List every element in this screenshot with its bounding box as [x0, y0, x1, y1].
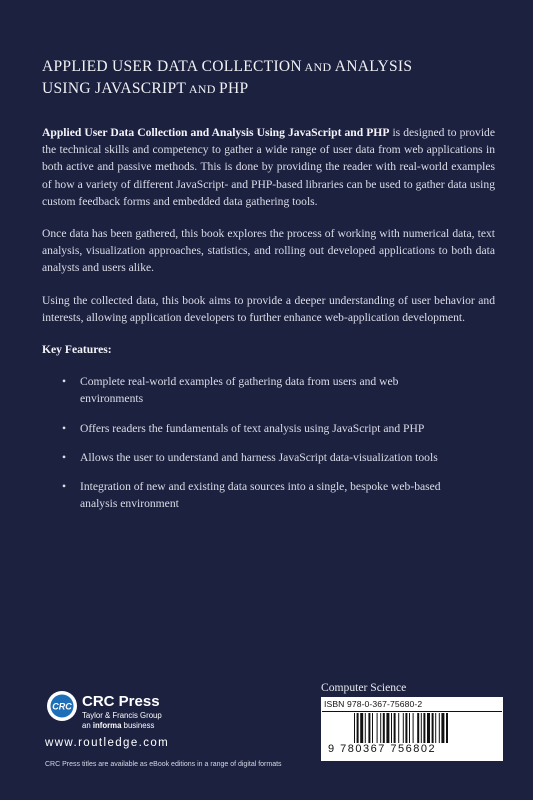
key-feature-item — [42, 449, 495, 466]
barcode-bar — [403, 713, 404, 743]
publisher-name: CRC Press — [82, 693, 160, 710]
barcode-bar — [421, 713, 422, 743]
barcode-bar — [432, 713, 434, 743]
description-paragraph-1 — [42, 124, 495, 210]
bullet-icon: • — [62, 450, 67, 464]
description-paragraph-3: Using the collected data, this book aims to provide a deeper understanding of user behavior and interests, allowing application developers to further enhance web-application development. — [42, 293, 495, 324]
bullet-icon: • — [62, 480, 67, 494]
key-feature-item — [42, 420, 495, 437]
publisher-business — [82, 721, 162, 731]
barcode-bar — [394, 713, 396, 743]
barcode-bar — [427, 713, 430, 743]
bullet-icon: • — [62, 375, 67, 389]
key-feature-item — [42, 373, 495, 407]
description-lead: Applied User Data Collection and Analysis Using JavaScript and PHP — [42, 126, 390, 139]
description-paragraph-2: Once data has been gathered, this book explores the process of working with numerical data, text analysis, visualization approaches, statistics, and rolling out developed applications to both data analysts and users alike. — [42, 227, 495, 275]
title-word: USING JAVASCRIPT — [42, 80, 187, 97]
isbn-label: ISBN 978-0-367-75680-2 — [324, 699, 423, 709]
barcode-bar — [391, 713, 392, 743]
title-word: ANALYSIS — [334, 58, 413, 75]
barcode-bar — [417, 713, 419, 743]
key-feature-text: Offers readers the fundamentals of text analysis using JavaScript and PHP — [80, 421, 425, 435]
key-features-list — [42, 373, 495, 512]
title-word: APPLIED USER DATA COLLECTION — [42, 58, 302, 75]
barcode-bar — [398, 713, 399, 743]
barcode-bar — [383, 713, 385, 743]
title-word: AND — [301, 60, 335, 74]
barcode-bar — [446, 713, 448, 743]
subject-category: Computer Science — [321, 681, 407, 694]
barcode-bar — [368, 713, 370, 743]
ebook-note: CRC Press titles are available as eBook editions in a range of digital formats — [45, 761, 282, 768]
barcode-bar — [372, 713, 373, 743]
title-line-2 — [42, 80, 248, 97]
book-description — [42, 124, 495, 524]
isbn-barcode — [321, 697, 503, 761]
logo-text: CRC — [52, 701, 72, 712]
barcode-bar — [409, 713, 410, 743]
barcode-bar — [377, 713, 378, 743]
key-feature-text: Allows the user to understand and harness JavaScript data-visualization tools — [80, 450, 438, 464]
barcode-bar — [365, 713, 366, 743]
barcode-number: 9 780367 756802 — [328, 743, 437, 755]
barcode-bar — [360, 713, 363, 743]
key-feature-text: Complete real-world examples of gathering data from users and web environments — [80, 375, 399, 406]
business-prefix: an — [82, 721, 93, 730]
isbn-divider — [322, 711, 502, 712]
barcode-bar — [439, 713, 440, 743]
crc-press-logo — [46, 690, 78, 722]
publisher-website: www.routledge.com — [45, 737, 170, 749]
barcode-bar — [380, 713, 381, 743]
barcode-bar — [441, 713, 444, 743]
bullet-icon: • — [62, 421, 67, 435]
barcode-bars — [352, 713, 492, 743]
barcode-bar — [423, 713, 425, 743]
publisher-group: Taylor & Francis Group — [82, 711, 162, 720]
barcode-bar — [413, 713, 414, 743]
title-line-1 — [42, 58, 412, 75]
barcode-bar — [435, 713, 436, 743]
barcode-bar — [354, 713, 355, 743]
business-suffix: business — [121, 721, 155, 730]
barcode-bar — [405, 713, 407, 743]
description-paragraph-1-text: is designed to provide the technical skills and competency to gather a wide range of user data from web applications in both active and passive methods. This is done by providing the reader with real-world examples of how a variety of different JavaScript- and PHP-based libraries can be used to gather data using custom feedback forms and embedded data gathering tools. — [42, 126, 495, 208]
book-title — [42, 56, 502, 100]
publisher-block — [82, 693, 162, 731]
key-feature-text: Integration of new and existing data sources into a single, bespoke web-based analysis environment — [80, 480, 441, 511]
barcode-bar — [357, 713, 359, 743]
key-features-heading: Key Features: — [42, 343, 112, 357]
business-brand: informa — [92, 721, 122, 730]
title-word: AND — [186, 82, 220, 96]
barcode-bar — [386, 713, 389, 743]
key-feature-item — [42, 478, 495, 512]
title-word: PHP — [219, 80, 249, 97]
